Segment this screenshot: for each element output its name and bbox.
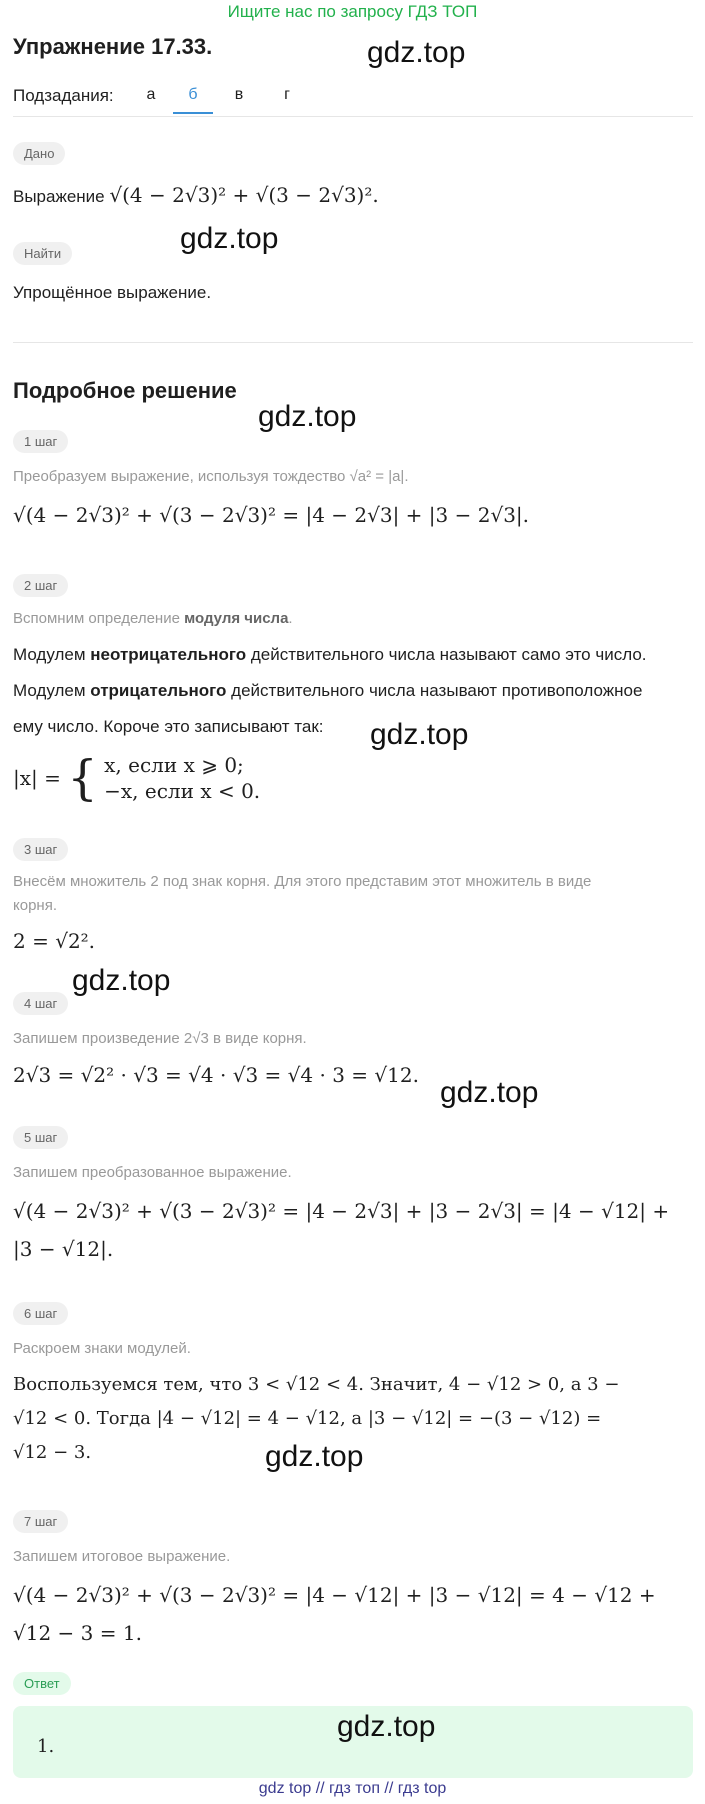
step-formula: √(4 − 2√3)² + √(3 − 2√3)² = |4 − 2√3| + |3 − 2√3|. <box>13 503 530 527</box>
watermark: gdz.top <box>440 1076 539 1109</box>
find-text: Упрощённое выражение. <box>13 283 212 302</box>
step-hint: Запишем произведение 2√3 в виде корня. <box>13 1030 307 1047</box>
tab-v[interactable]: в <box>234 86 244 103</box>
step-tag: 2 шаг <box>13 574 68 597</box>
step-formula: √(4 − 2√3)² + √(3 − 2√3)² = |4 − 2√3| + |3 − 2√3| = |4 − √12| + <box>13 1199 670 1223</box>
step-formula: 2√3 = √2² · √3 = √4 · √3 = √4 · 3 = √12. <box>13 1063 419 1087</box>
step-hint: Запишем преобразованное выражение. <box>13 1164 292 1181</box>
step-formula: √12 − 3. <box>13 1442 92 1463</box>
page-title: Упражнение 17.33. <box>13 34 213 59</box>
given-text: Выражение √(4 − 2√3)² + √(3 − 2√3)². <box>13 183 379 207</box>
footer-links[interactable]: gdz top // гдз топ // гдз top <box>258 1780 447 1797</box>
step-tag: 5 шаг <box>13 1126 68 1149</box>
tab-g[interactable]: г <box>284 86 290 103</box>
step-hint: Преобразуем выражение, используя тождество √a² = |a|. <box>13 468 409 485</box>
abs-definition: |x| = { x, если x ⩾ 0; −x, если x < 0. <box>13 750 261 806</box>
definition-line: Модулем неотрицательного действительного числа называют само это число. <box>13 645 647 664</box>
tab-b[interactable]: б <box>173 86 213 114</box>
step-formula: 2 = √2². <box>13 929 96 953</box>
definition-line: Модулем отрицательного действительного числа называют противоположное <box>13 681 643 700</box>
given-expression: √(4 − 2√3)² + √(3 − 2√3)². <box>109 183 379 207</box>
watermark: gdz.top <box>180 222 279 255</box>
definition-line: ему число. Короче это записывают так: <box>13 717 324 736</box>
top-banner-link[interactable]: Ищите нас по запросу ГДЗ ТОП <box>227 2 478 21</box>
step-hint: Запишем итоговое выражение. <box>13 1548 231 1565</box>
step-tag: 4 шаг <box>13 992 68 1015</box>
step-formula: √12 < 0. Тогда |4 − √12| = 4 − √12, а |3 − √12| = −(3 − √12) = <box>13 1408 602 1429</box>
watermark: gdz.top <box>72 964 171 997</box>
answer-box <box>13 1706 693 1778</box>
step-hint: Вспомним определение модуля числа. <box>13 610 293 627</box>
step-formula: √(4 − 2√3)² + √(3 − 2√3)² = |4 − √12| + |3 − √12| = 4 − √12 + <box>13 1583 656 1607</box>
find-tag: Найти <box>13 242 72 265</box>
watermark: gdz.top <box>337 1710 436 1743</box>
given-tag: Дано <box>13 142 65 165</box>
watermark: gdz.top <box>367 36 466 69</box>
answer-value: 1. <box>37 1736 55 1757</box>
step-tag: 3 шаг <box>13 838 68 861</box>
step-tag: 6 шаг <box>13 1302 68 1325</box>
step-tag: 7 шаг <box>13 1510 68 1533</box>
subtask-label: Подзадания: <box>13 86 114 105</box>
solution-title: Подробное решение <box>13 378 237 403</box>
watermark: gdz.top <box>265 1440 364 1473</box>
watermark: gdz.top <box>370 718 469 751</box>
divider <box>13 342 693 343</box>
step-tag: 1 шаг <box>13 430 68 453</box>
step-formula: |3 − √12|. <box>13 1237 114 1261</box>
step-formula: Воспользуемся тем, что 3 < √12 < 4. Значит, 4 − √12 > 0, а 3 − <box>13 1374 620 1395</box>
tab-a[interactable]: а <box>146 86 156 103</box>
watermark: gdz.top <box>258 400 357 433</box>
step-formula: √12 − 3 = 1. <box>13 1621 142 1645</box>
step-hint: Раскроем знаки модулей. <box>13 1340 191 1357</box>
answer-tag: Ответ <box>13 1672 71 1695</box>
subtask-tabs <box>13 82 693 117</box>
step-hint: Внесём множитель 2 под знак корня. Для этого представим этот множитель в виде корня. <box>13 873 592 914</box>
